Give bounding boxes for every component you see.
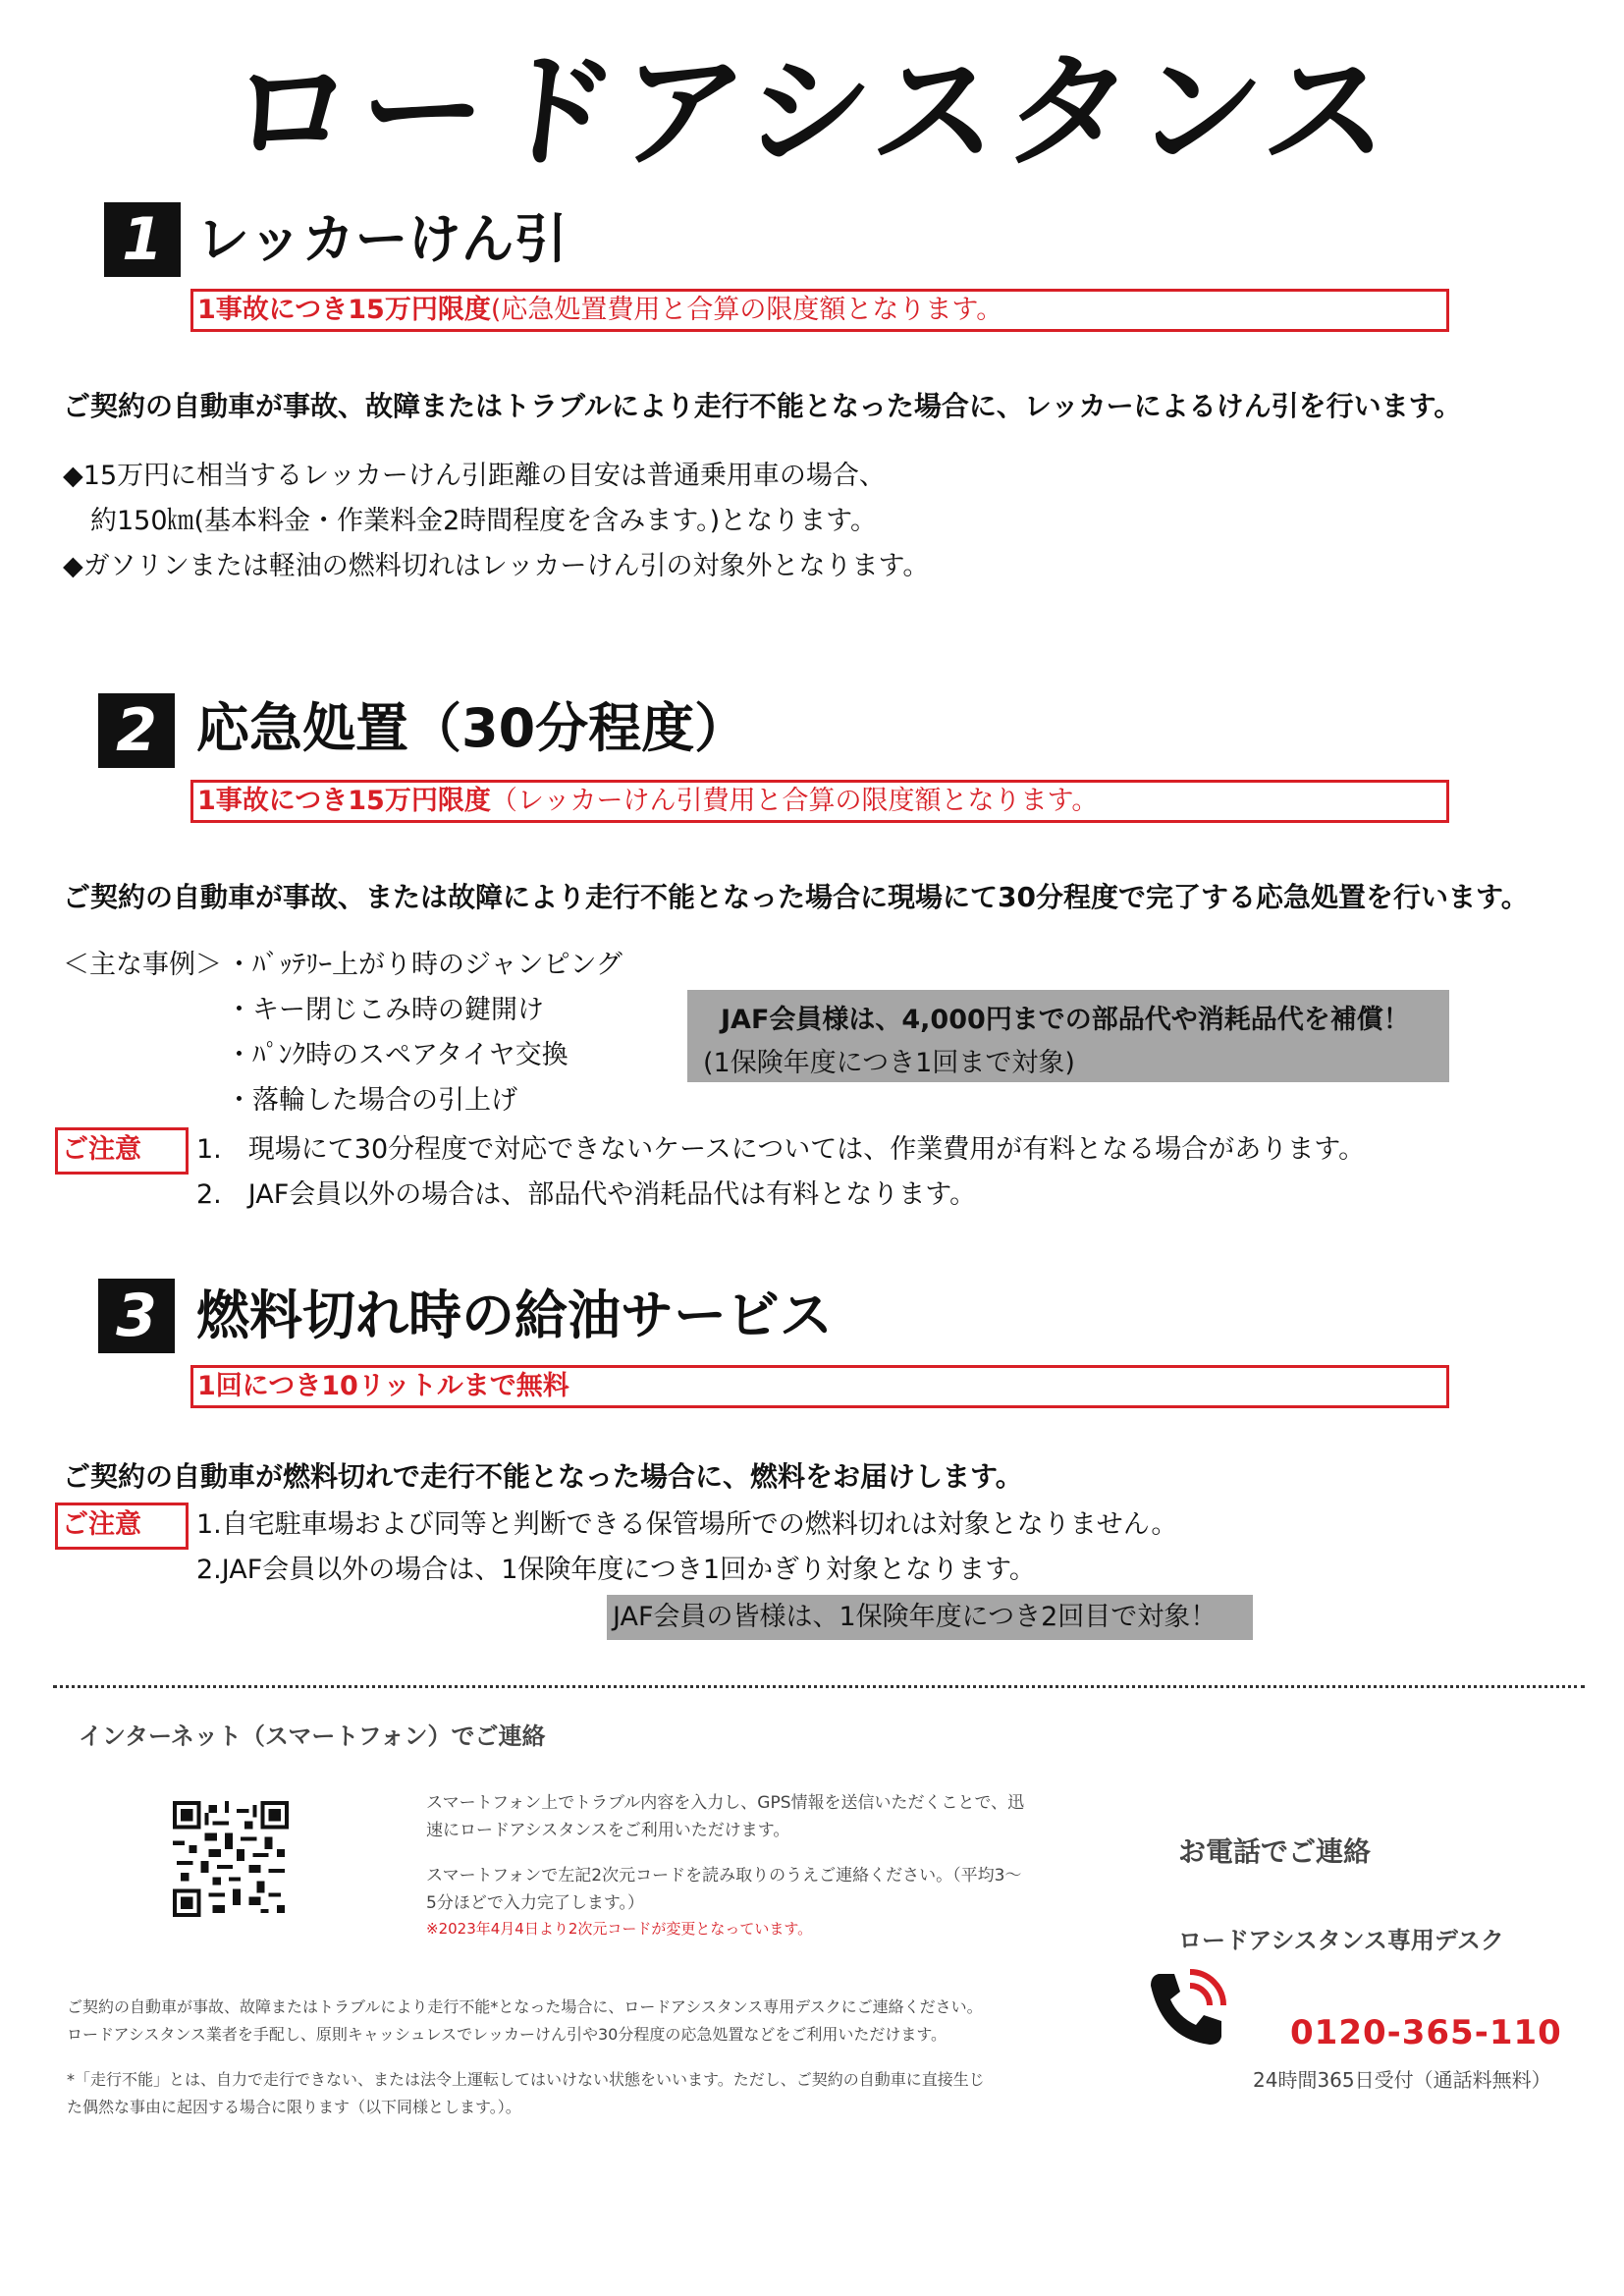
section-2-limit-box — [190, 780, 1449, 823]
jaf-compensation-line-1: JAF会員様は、4,000円までの部品代や消耗品代を補償！ — [721, 1005, 1410, 1035]
divider — [53, 1685, 1585, 1688]
jaf-compensation-line-2: (1保険年度につき1回まで対象) — [703, 1048, 1075, 1078]
qr-code-icon[interactable] — [173, 1801, 289, 1917]
section-3-caution-1: 1.自宅駐車場および同等と判断できる保管場所での燃料切れは対象となりません。 — [196, 1509, 1178, 1540]
section-1-heading: レッカーけん引 — [196, 208, 568, 270]
section-1-number: 1 — [104, 202, 181, 277]
phone-heading: お電話でご連絡 — [1178, 1835, 1372, 1868]
section-3-heading: 燃料切れ時の給油サービス — [196, 1285, 833, 1346]
footer-text-3: *「走行不能」とは、自力で走行できない、または法令上運転してはいけない状態をいいます。ただし、ご契約の自動車に直接生じ — [67, 2070, 985, 2089]
internet-text-2: 速にロードアシスタンスをご利用いただけます。 — [426, 1821, 790, 1840]
section-2-heading: 応急処置（30分程度） — [196, 697, 748, 759]
phone-icon — [1145, 1966, 1229, 2050]
section-2-limit-red: 1事故につき15万円限度 — [197, 786, 491, 816]
desk-label: ロードアシスタンス専用デスク — [1178, 1927, 1504, 1954]
jaf-fuel-note: JAF会員の皆様は、1保険年度につき2回目で対象！ — [607, 1595, 1253, 1640]
section-3-caution-label: ご注意 — [55, 1503, 189, 1550]
internet-text-1: スマートフォン上でトラブル内容を入力し、GPS情報を送信いただくことで、迅 — [426, 1793, 1025, 1813]
footer-text-4: た偶然な事由に起因する場合に限ります（以下同様とします。）。 — [67, 2098, 521, 2116]
footer-text-1: ご契約の自動車が事故、故障またはトラブルにより走行不能*となった場合に、ロードアシスタンス専用デスクにご連絡ください。 — [67, 1997, 983, 2016]
section-1-limit-box — [190, 289, 1449, 332]
internet-text-4: 5分ほどで入力完了します。） — [426, 1893, 644, 1913]
section-2-example-3: ・ﾊﾟﾝｸ時のスペアタイヤ交換 — [226, 1040, 568, 1070]
section-3-number: 3 — [98, 1279, 175, 1353]
phone-number[interactable]: 0120-365-110 — [1290, 2013, 1562, 2052]
section-2-example-4: ・落輪した場合の引上げ — [226, 1085, 517, 1116]
internet-note-red: ※2023年4月4日より2次元コードが変更となっています。 — [426, 1920, 813, 1938]
section-2-example-1: ・ﾊﾞｯﾃﾘｰ上がり時のジャンピング — [226, 950, 623, 980]
section-1-note-2: 約150㎞(基本料金・作業料金2時間程度を含みます。)となります。 — [90, 506, 877, 536]
section-1-note-1: ◆15万円に相当するレッカーけん引距離の目安は普通乗用車の場合、 — [63, 461, 886, 491]
footer-text-2: ロードアシスタンス業者を手配し、原則キャッシュレスでレッカーけん引や30分程度の応急処置などをご利用いただけます。 — [67, 2025, 947, 2044]
page-title: ロードアシスタンス — [220, 39, 1404, 186]
section-1-limit-rest: (応急処置費用と合算の限度額となります。 — [490, 295, 1003, 325]
section-2-number: 2 — [98, 693, 175, 768]
section-3-lead: ご契約の自動車が燃料切れで走行不能となった場合に、燃料をお届けします。 — [63, 1460, 1023, 1493]
section-3-caution-2: 2.JAF会員以外の場合は、1保険年度につき1回かぎり対象となります。 — [196, 1555, 1036, 1585]
section-1-note-3: ◆ガソリンまたは軽油の燃料切れはレッカーけん引の対象外となります。 — [63, 551, 930, 581]
section-2-limit-rest: （レッカーけん引費用と合算の限度額となります。 — [490, 786, 1099, 816]
internet-heading: インターネット（スマートフォン）でご連絡 — [79, 1722, 546, 1750]
section-2-caution-label: ご注意 — [55, 1127, 189, 1175]
section-2-lead: ご契約の自動車が事故、または故障により走行不能となった場合に現場にて30分程度で完了する応急処置を行います。 — [63, 881, 1529, 913]
section-1-limit-red: 1事故につき15万円限度 — [197, 295, 491, 325]
section-2-caution-2: 2. JAF会員以外の場合は、部品代や消耗品代は有料となります。 — [196, 1179, 977, 1210]
jaf-compensation-box — [687, 990, 1449, 1082]
phone-hours: 24時間365日受付（通話料無料） — [1253, 2068, 1551, 2092]
section-3-limit-box — [190, 1365, 1449, 1408]
section-2-caution-1: 1. 現場にて30分程度で対応できないケースについては、作業費用が有料となる場合があります。 — [196, 1134, 1366, 1165]
section-1-lead: ご契約の自動車が事故、故障またはトラブルにより走行不能となった場合に、レッカーによるけん引を行います。 — [63, 390, 1462, 422]
section-2-examples-label: ＜主な事例＞ — [63, 950, 222, 980]
section-3-limit-red: 1回につき10リットルまで無料 — [197, 1371, 569, 1401]
section-2-example-2: ・キー閉じこみ時の鍵開け — [226, 995, 544, 1025]
internet-text-3: スマートフォンで左記2次元コードを読み取りのうえご連絡ください。（平均3～ — [426, 1866, 1022, 1886]
